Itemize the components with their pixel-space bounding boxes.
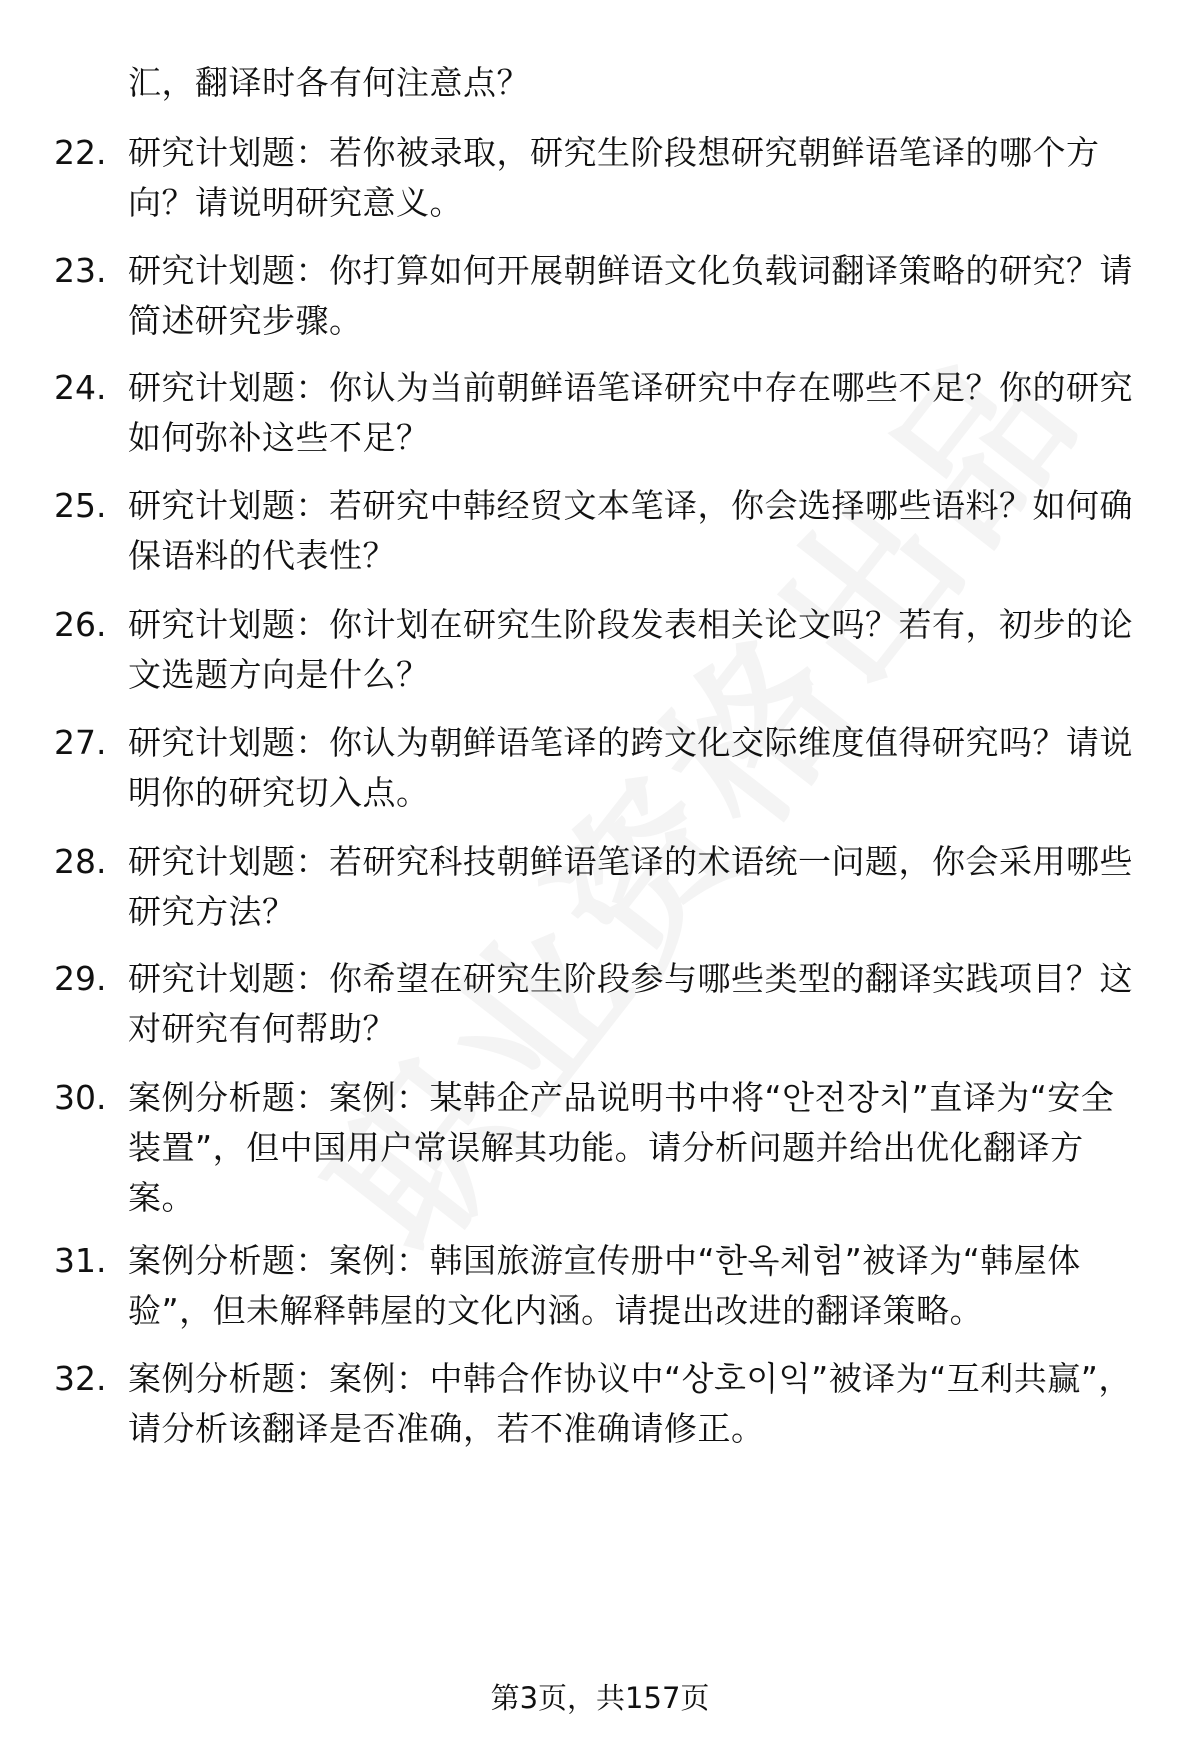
page-footer: 第3页，共157页	[490, 1681, 710, 1715]
question-text: 研究计划题：你认为朝鲜语笔译的跨文化交际维度值得研究吗？请说明你的研究切入点。	[128, 723, 1133, 812]
question-text: 研究计划题：你希望在研究生阶段参与哪些类型的翻译实践项目？这对研究有何帮助？	[128, 959, 1133, 1048]
question-number: 32.	[54, 1359, 107, 1398]
question-number: 28.	[54, 842, 107, 881]
question-text: 研究计划题：你打算如何开展朝鲜语文化负载词翻译策略的研究？请简述研究步骤。	[128, 251, 1133, 340]
question-number: 25.	[54, 486, 107, 525]
question-text: 研究计划题：若研究科技朝鲜语笔译的术语统一问题，你会采用哪些研究方法？	[128, 842, 1133, 931]
question-number: 27.	[54, 723, 107, 762]
question-text: 研究计划题：若研究中韩经贸文本笔译，你会选择哪些语料？如何确保语料的代表性？	[128, 486, 1133, 575]
question-text: 研究计划题：你认为当前朝鲜语笔译研究中存在哪些不足？你的研究如何弥补这些不足？	[128, 368, 1133, 457]
continued-question-text: 汇，翻译时各有何注意点？	[128, 63, 530, 102]
question-text: 研究计划题：若你被录取，研究生阶段想研究朝鲜语笔译的哪个方向？请说明研究意义。	[128, 133, 1100, 222]
question-number: 30.	[54, 1078, 107, 1117]
question-number: 22.	[54, 133, 107, 172]
question-number: 26.	[54, 605, 107, 644]
question-number: 24.	[54, 368, 107, 407]
question-number: 29.	[54, 959, 107, 998]
question-number: 23.	[54, 251, 107, 290]
question-text: 案例分析题：案例：某韩企产品说明书中将“안전장치”直译为“安全装置”，但中国用户常误解其功能。请分析问题并给出优化翻译方案。	[128, 1078, 1115, 1217]
question-text: 研究计划题：你计划在研究生阶段发表相关论文吗？若有，初步的论文选题方向是什么？	[128, 605, 1133, 694]
question-text: 案例分析题：案例：中韩合作协议中“상호이익”被译为“互利共赢”，请分析该翻译是否准确，若不准确请修正。	[128, 1359, 1132, 1448]
question-text: 案例分析题：案例：韩国旅游宣传册中“한옥체험”被译为“韩屋体验”，但未解释韩屋的文化内涵。请提出改进的翻译策略。	[128, 1241, 1081, 1330]
question-number: 31.	[54, 1241, 107, 1280]
